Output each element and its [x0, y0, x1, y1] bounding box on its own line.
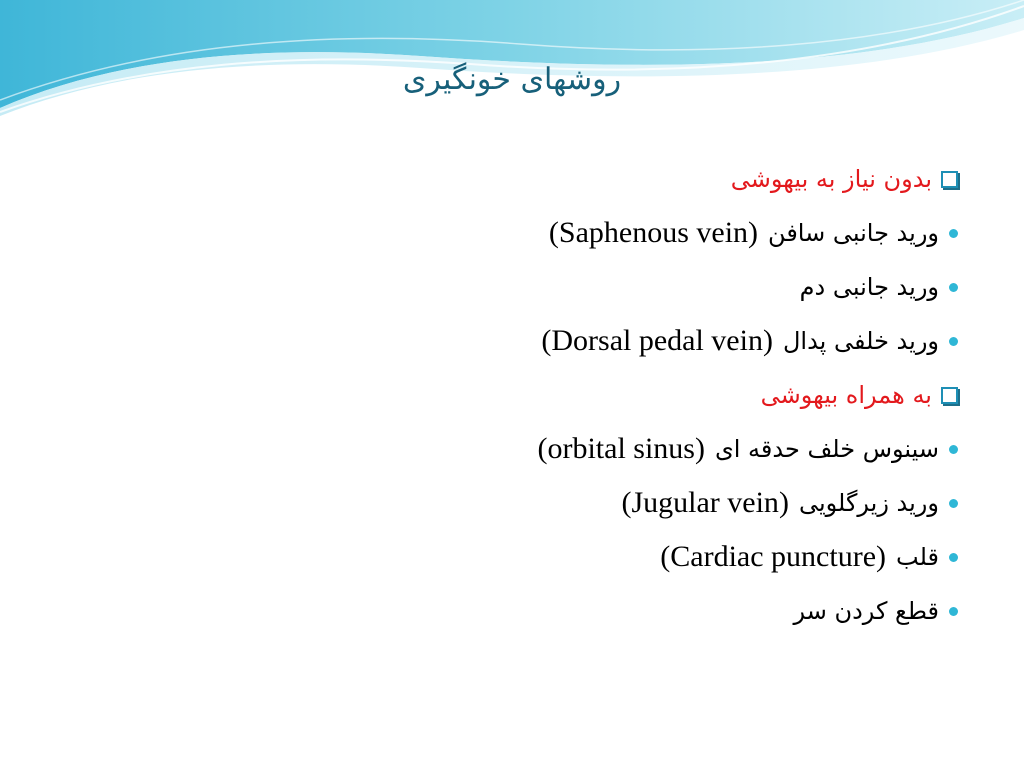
list-item-text-fa: ورید جانبی دم — [799, 273, 939, 301]
list-heading — [198, 368, 958, 422]
slide-title: روشهای خونگیری — [402, 62, 622, 97]
bullet-list — [198, 152, 958, 638]
list-item-text-fa: ورید زیرگلویی — [798, 489, 939, 517]
wave-decoration — [0, 0, 1024, 120]
list-item — [198, 530, 958, 584]
list-item — [198, 314, 958, 368]
list-item-text-en: (Dorsal pedal vein) — [541, 324, 773, 357]
list-item-text-en: (Saphenous vein) — [548, 216, 759, 249]
list-item-text-fa: ورید جانبی سافن — [768, 219, 939, 247]
checkbox-bullet-icon — [941, 387, 958, 404]
dot-bullet-icon — [949, 337, 958, 346]
list-item-text-fa: قلب — [896, 543, 939, 571]
list-item-text-en: (orbital sinus) — [537, 432, 705, 465]
dot-bullet-icon — [949, 229, 958, 238]
list-item — [198, 260, 958, 314]
list-heading — [198, 152, 958, 206]
checkbox-bullet-icon — [941, 171, 958, 188]
list-item — [198, 206, 958, 260]
dot-bullet-icon — [949, 553, 958, 562]
list-item — [198, 476, 958, 530]
dot-bullet-icon — [949, 607, 958, 616]
list-item-text-en: (Jugular vein) — [621, 486, 789, 519]
list-item-text-fa: سینوس خلف حدقه ای — [714, 435, 939, 463]
dot-bullet-icon — [949, 445, 958, 454]
list-heading-text: به همراه بیهوشی — [760, 381, 932, 409]
dot-bullet-icon — [949, 499, 958, 508]
list-item-text-fa: قطع کردن سر — [793, 597, 939, 625]
list-item-text-fa: ورید خلفی پدال — [782, 327, 939, 355]
dot-bullet-icon — [949, 283, 958, 292]
list-item — [198, 422, 958, 476]
list-item — [198, 584, 958, 638]
list-item-text-en: (Cardiac puncture) — [660, 540, 887, 573]
list-heading-text: بدون نیاز به بیهوشی — [730, 165, 932, 193]
